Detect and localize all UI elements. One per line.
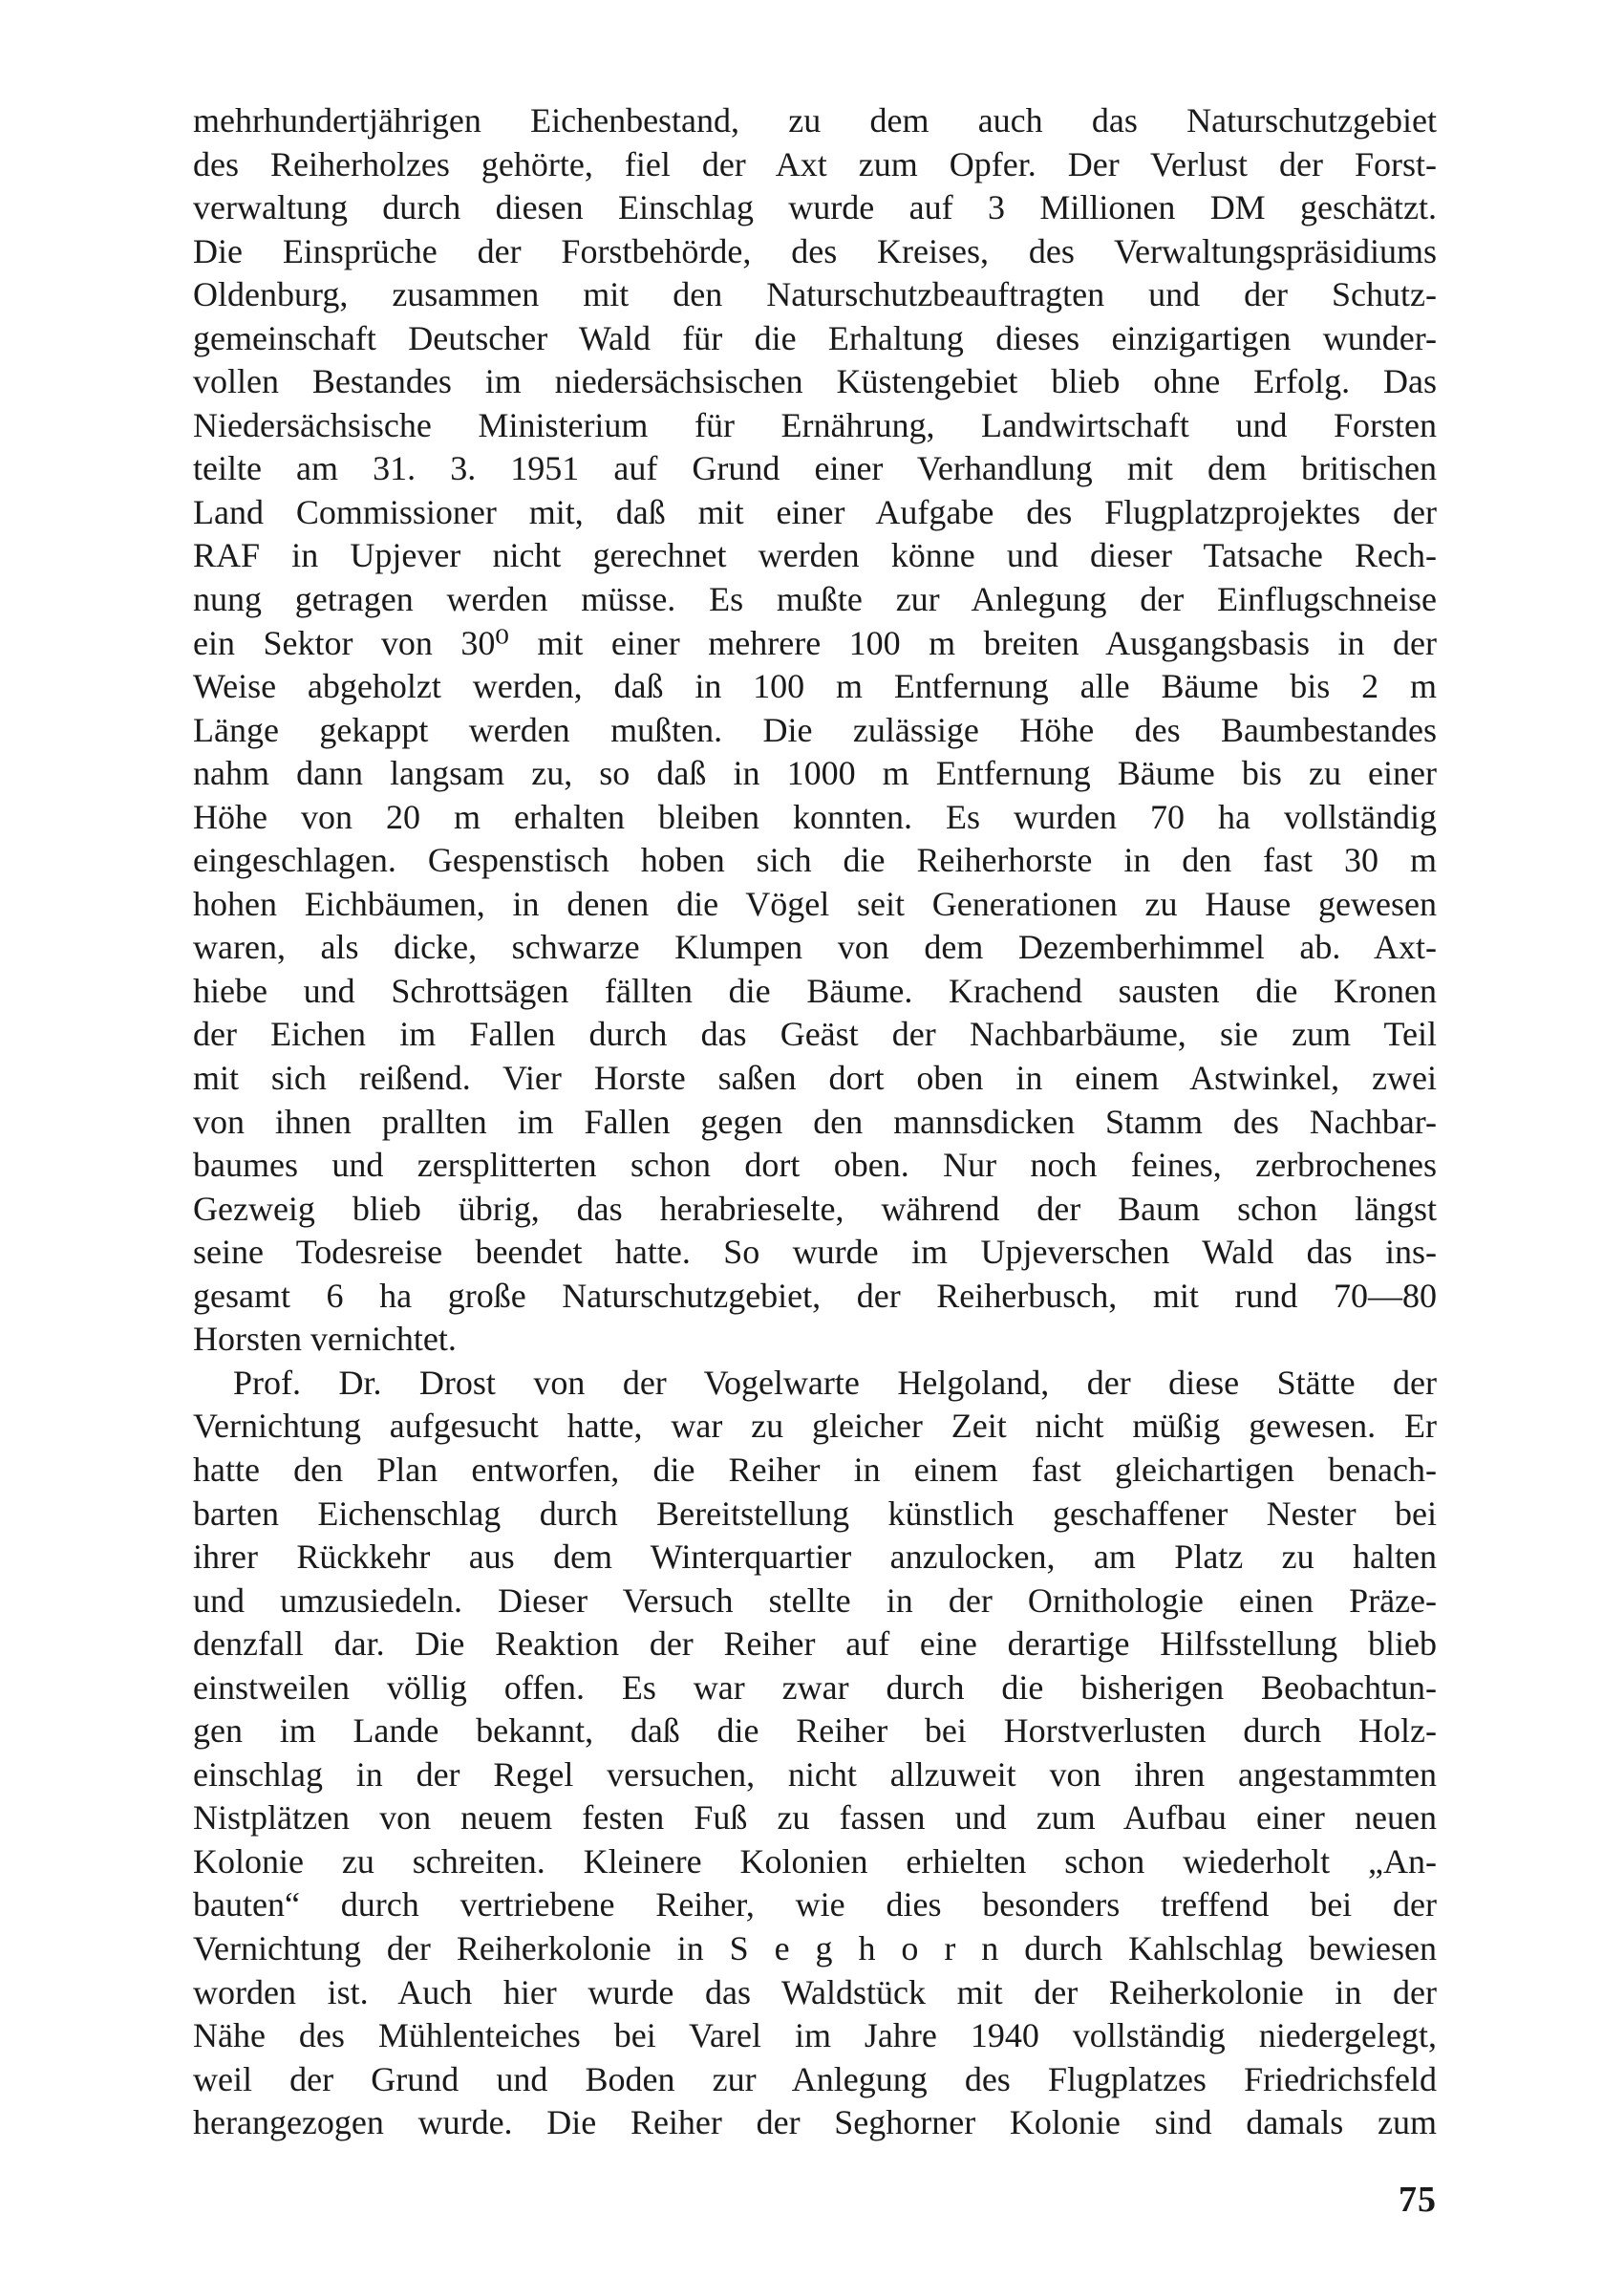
text-line: seine Todesreise beendet hatte. So wurde im Upjeverschen Wald das ins-: [193, 1233, 1437, 1272]
text-line: weil der Grund und Boden zur Anlegung des Flugplatzes Friedrichsfeld: [193, 2059, 1437, 2098]
text-line: ein Sektor von 30⁰ mit einer mehrere 100 m breiten Ausgangsbasis in der: [193, 623, 1437, 662]
text-line: RAF in Upjever nicht gerechnet werden könne und dieser Tatsache Rech-: [193, 536, 1437, 575]
text-line: denzfall dar. Die Reaktion der Reiher auf eine derartige Hilfsstellung blieb: [193, 1624, 1437, 1664]
text-line: Weise abgeholzt werden, daß in 100 m Entfernung alle Bäume bis 2 m: [193, 667, 1437, 706]
text-line: verwaltung durch diesen Einschlag wurde auf 3 Millionen DM geschätzt.: [193, 188, 1437, 227]
text-line: mit sich reißend. Vier Horste saßen dort oben in einem Astwinkel, zwei: [193, 1059, 1437, 1098]
text-line: Horsten vernichtet.: [193, 1320, 457, 1359]
text-line: Nähe des Mühlenteiches bei Varel im Jahre 1940 vollständig niedergelegt,: [193, 2016, 1437, 2055]
text-line: gen im Lande bekannt, daß die Reiher bei Horstverlusten durch Holz-: [193, 1711, 1437, 1751]
text-line: waren, als dicke, schwarze Klumpen von dem Dezemberhimmel ab. Axt-: [193, 928, 1437, 967]
text-line: Oldenburg, zusammen mit den Naturschutzbeauftragten und der Schutz-: [193, 275, 1437, 314]
text-line: worden ist. Auch hier wurde das Waldstück mit der Reiherkolonie in der: [193, 1972, 1437, 2011]
text-line: ihrer Rückkehr aus dem Winterquartier anzulocken, am Platz zu halten: [193, 1537, 1437, 1577]
text-line: Nistplätzen von neuem festen Fuß zu fassen und zum Aufbau einer neuen: [193, 1798, 1437, 1838]
text-line: nahm dann langsam zu, so daß in 1000 m Entfernung Bäume bis zu einer: [193, 754, 1437, 793]
text-line: hiebe und Schrottsägen fällten die Bäume. Krachend sausten die Kronen: [193, 971, 1437, 1010]
text-line: bauten“ durch vertriebene Reiher, wie dies besonders treffend bei der: [193, 1885, 1437, 1924]
text-line: und umzusiedeln. Dieser Versuch stellte in der Ornithologie einen Präze-: [193, 1580, 1437, 1620]
text-line: Gezweig blieb übrig, das herabrieselte, während der Baum schon längst: [193, 1189, 1437, 1228]
text-line: hatte den Plan entworfen, die Reiher in einem fast gleichartigen benach-: [193, 1450, 1437, 1489]
text-line: der Eichen im Fallen durch das Geäst der Nachbarbäume, sie zum Teil: [193, 1015, 1437, 1054]
text-line: herangezogen wurde. Die Reiher der Seghorner Kolonie sind damals zum: [193, 2103, 1437, 2142]
text-line: von ihnen prallten im Fallen gegen den mannsdicken Stamm des Nachbar-: [193, 1102, 1437, 1141]
text-line: teilte am 31. 3. 1951 auf Grund einer Verhandlung mit dem britischen: [193, 449, 1437, 488]
text-line: Prof. Dr. Drost von der Vogelwarte Helgoland, der diese Stätte der: [233, 1363, 1437, 1402]
text-line: Niedersächsische Ministerium für Ernährung, Landwirtschaft und Forsten: [193, 405, 1437, 444]
text-line: gesamt 6 ha große Naturschutzgebiet, der Reiherbusch, mit rund 70—80: [193, 1276, 1437, 1315]
text-line: Länge gekappt werden mußten. Die zulässige Höhe des Baumbestandes: [193, 710, 1437, 749]
text-line: barten Eichenschlag durch Bereitstellung künstlich geschaffener Nester bei: [193, 1494, 1437, 1533]
text-line: Vernichtung der Reiherkolonie in S e g h o r n durch Kahlschlag bewiesen: [193, 1928, 1437, 1967]
text-line: des Reiherholzes gehörte, fiel der Axt zum Opfer. Der Verlust der Forst-: [193, 144, 1437, 183]
text-line: Höhe von 20 m erhalten bleiben konnten. Es wurden 70 ha vollständig: [193, 797, 1437, 836]
text-line: eingeschlagen. Gespenstisch hoben sich die Reiherhorste in den fast 30 m: [193, 841, 1437, 880]
text-line: einstweilen völlig offen. Es war zwar durch die bisherigen Beobachtun-: [193, 1667, 1437, 1707]
text-line: Land Commissioner mit, daß mit einer Aufgabe des Flugplatzprojektes der: [193, 492, 1437, 531]
text-line: Kolonie zu schreiten. Kleinere Kolonien erhielten schon wiederholt „An-: [193, 1841, 1437, 1881]
body-text: [193, 99, 1437, 2145]
text-line: einschlag in der Regel versuchen, nicht allzuweit von ihren angestammten: [193, 1754, 1437, 1794]
text-line: mehrhundertjährigen Eichenbestand, zu dem auch das Naturschutzgebiet: [193, 101, 1437, 140]
text-line: baumes und zersplitterten schon dort oben. Nur noch feines, zerbrochenes: [193, 1146, 1437, 1185]
text-line: Die Einsprüche der Forstbehörde, des Kreises, des Verwaltungspräsidiums: [193, 231, 1437, 270]
text-line: gemeinschaft Deutscher Wald für die Erhaltung dieses einzigartigen wunder-: [193, 318, 1437, 357]
page-number: 75: [1399, 2180, 1437, 2220]
text-line: Vernichtung aufgesucht hatte, war zu gleicher Zeit nicht müßig gewesen. Er: [193, 1407, 1437, 1446]
text-line: hohen Eichbäumen, in denen die Vögel seit Generationen zu Hause gewesen: [193, 884, 1437, 923]
text-line: vollen Bestandes im niedersächsischen Küstengebiet blieb ohne Erfolg. Das: [193, 362, 1437, 401]
text-line: nung getragen werden müsse. Es mußte zur Anlegung der Einflugschneise: [193, 580, 1437, 619]
